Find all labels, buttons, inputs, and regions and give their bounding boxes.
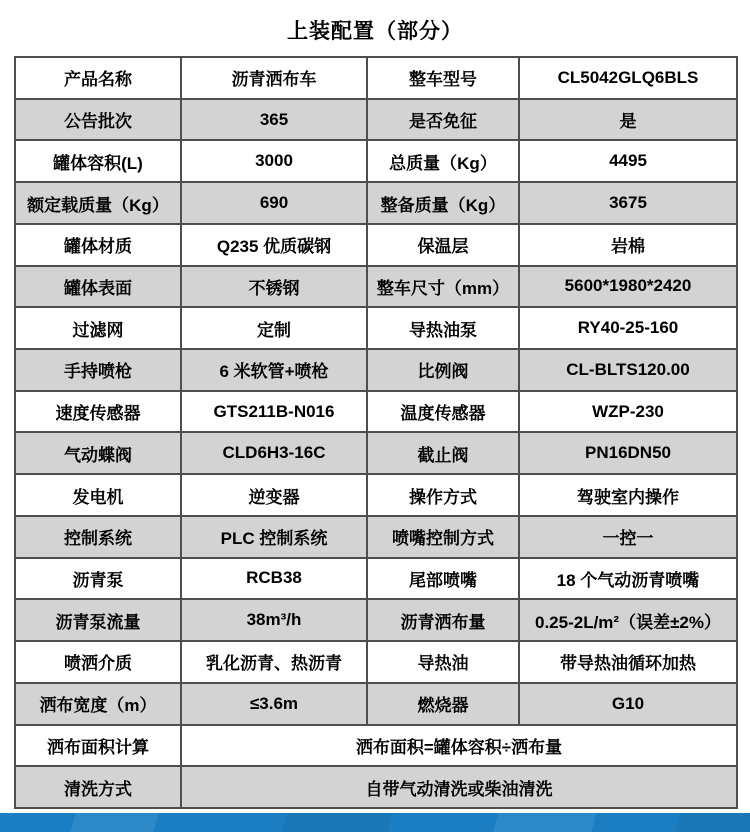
spec-value: RY40-25-160	[519, 307, 737, 349]
spec-value: 逆变器	[181, 474, 367, 516]
spec-table	[14, 56, 738, 809]
spec-value: 3675	[519, 182, 737, 224]
spec-label: 比例阀	[367, 349, 519, 391]
spec-label: 罐体材质	[15, 224, 181, 266]
footer-accent-banner	[0, 813, 750, 832]
spec-label: 燃烧器	[367, 683, 519, 725]
spec-label: 罐体表面	[15, 266, 181, 308]
table-row	[15, 391, 737, 433]
spec-label: 过滤网	[15, 307, 181, 349]
spec-label: 产品名称	[15, 57, 181, 99]
spec-value: CL5042GLQ6BLS	[519, 57, 737, 99]
spec-label: 发电机	[15, 474, 181, 516]
spec-label: 速度传感器	[15, 391, 181, 433]
spec-value: 岩棉	[519, 224, 737, 266]
spec-value: ≤3.6m	[181, 683, 367, 725]
spec-value: RCB38	[181, 558, 367, 600]
spec-value: 定制	[181, 307, 367, 349]
spec-value: 365	[181, 99, 367, 141]
table-row	[15, 99, 737, 141]
spec-value: CL-BLTS120.00	[519, 349, 737, 391]
spec-value-merged: 洒布面积=罐体容积÷洒布量	[181, 725, 737, 767]
spec-label: 截止阀	[367, 432, 519, 474]
spec-label: 整车尺寸（mm）	[367, 266, 519, 308]
spec-label: 手持喷枪	[15, 349, 181, 391]
spec-label: 气动蝶阀	[15, 432, 181, 474]
spec-label: 总质量（Kg）	[367, 140, 519, 182]
spec-value: PN16DN50	[519, 432, 737, 474]
spec-value: 690	[181, 182, 367, 224]
spec-label: 洒布宽度（m）	[15, 683, 181, 725]
spec-label: 额定载质量（Kg）	[15, 182, 181, 224]
spec-label: 整车型号	[367, 57, 519, 99]
spec-label: 整备质量（Kg）	[367, 182, 519, 224]
table-row	[15, 725, 737, 767]
spec-label: 公告批次	[15, 99, 181, 141]
spec-value: 3000	[181, 140, 367, 182]
spec-label: 罐体容积(L)	[15, 140, 181, 182]
spec-label: 沥青洒布量	[367, 599, 519, 641]
table-row	[15, 558, 737, 600]
table-row	[15, 57, 737, 99]
spec-value: PLC 控制系统	[181, 516, 367, 558]
table-row	[15, 266, 737, 308]
spec-label: 沥青泵	[15, 558, 181, 600]
table-row	[15, 474, 737, 516]
spec-value: 是	[519, 99, 737, 141]
spec-label: 是否免征	[367, 99, 519, 141]
spec-value: CLD6H3-16C	[181, 432, 367, 474]
page-title: 上装配置（部分）	[287, 20, 463, 43]
table-row	[15, 307, 737, 349]
spec-value: 带导热油循环加热	[519, 641, 737, 683]
spec-label: 尾部喷嘴	[367, 558, 519, 600]
spec-label: 保温层	[367, 224, 519, 266]
spec-value: 18 个气动沥青喷嘴	[519, 558, 737, 600]
spec-value: G10	[519, 683, 737, 725]
spec-value: 5600*1980*2420	[519, 266, 737, 308]
spec-label: 喷洒介质	[15, 641, 181, 683]
spec-value: 不锈钢	[181, 266, 367, 308]
spec-value: WZP-230	[519, 391, 737, 433]
spec-label: 温度传感器	[367, 391, 519, 433]
table-row	[15, 766, 737, 808]
spec-value: Q235 优质碳钢	[181, 224, 367, 266]
spec-label: 喷嘴控制方式	[367, 516, 519, 558]
spec-value: 6 米软管+喷枪	[181, 349, 367, 391]
table-row	[15, 224, 737, 266]
spec-value: 38m³/h	[181, 599, 367, 641]
spec-label: 清洗方式	[15, 766, 181, 808]
spec-value: 沥青洒布车	[181, 57, 367, 99]
spec-label: 洒布面积计算	[15, 725, 181, 767]
spec-value: 0.25-2L/m²（误差±2%）	[519, 599, 737, 641]
spec-value-merged: 自带气动清洗或柴油清洗	[181, 766, 737, 808]
spec-label: 导热油泵	[367, 307, 519, 349]
spec-label: 沥青泵流量	[15, 599, 181, 641]
table-row	[15, 641, 737, 683]
spec-value: 乳化沥青、热沥青	[181, 641, 367, 683]
spec-value: 驾驶室内操作	[519, 474, 737, 516]
spec-label: 控制系统	[15, 516, 181, 558]
table-row	[15, 599, 737, 641]
spec-value: GTS211B-N016	[181, 391, 367, 433]
table-row	[15, 683, 737, 725]
table-row	[15, 182, 737, 224]
spec-value: 一控一	[519, 516, 737, 558]
table-row	[15, 140, 737, 182]
spec-value: 4495	[519, 140, 737, 182]
table-row	[15, 432, 737, 474]
table-row	[15, 516, 737, 558]
table-row	[15, 349, 737, 391]
spec-label: 导热油	[367, 641, 519, 683]
spec-label: 操作方式	[367, 474, 519, 516]
